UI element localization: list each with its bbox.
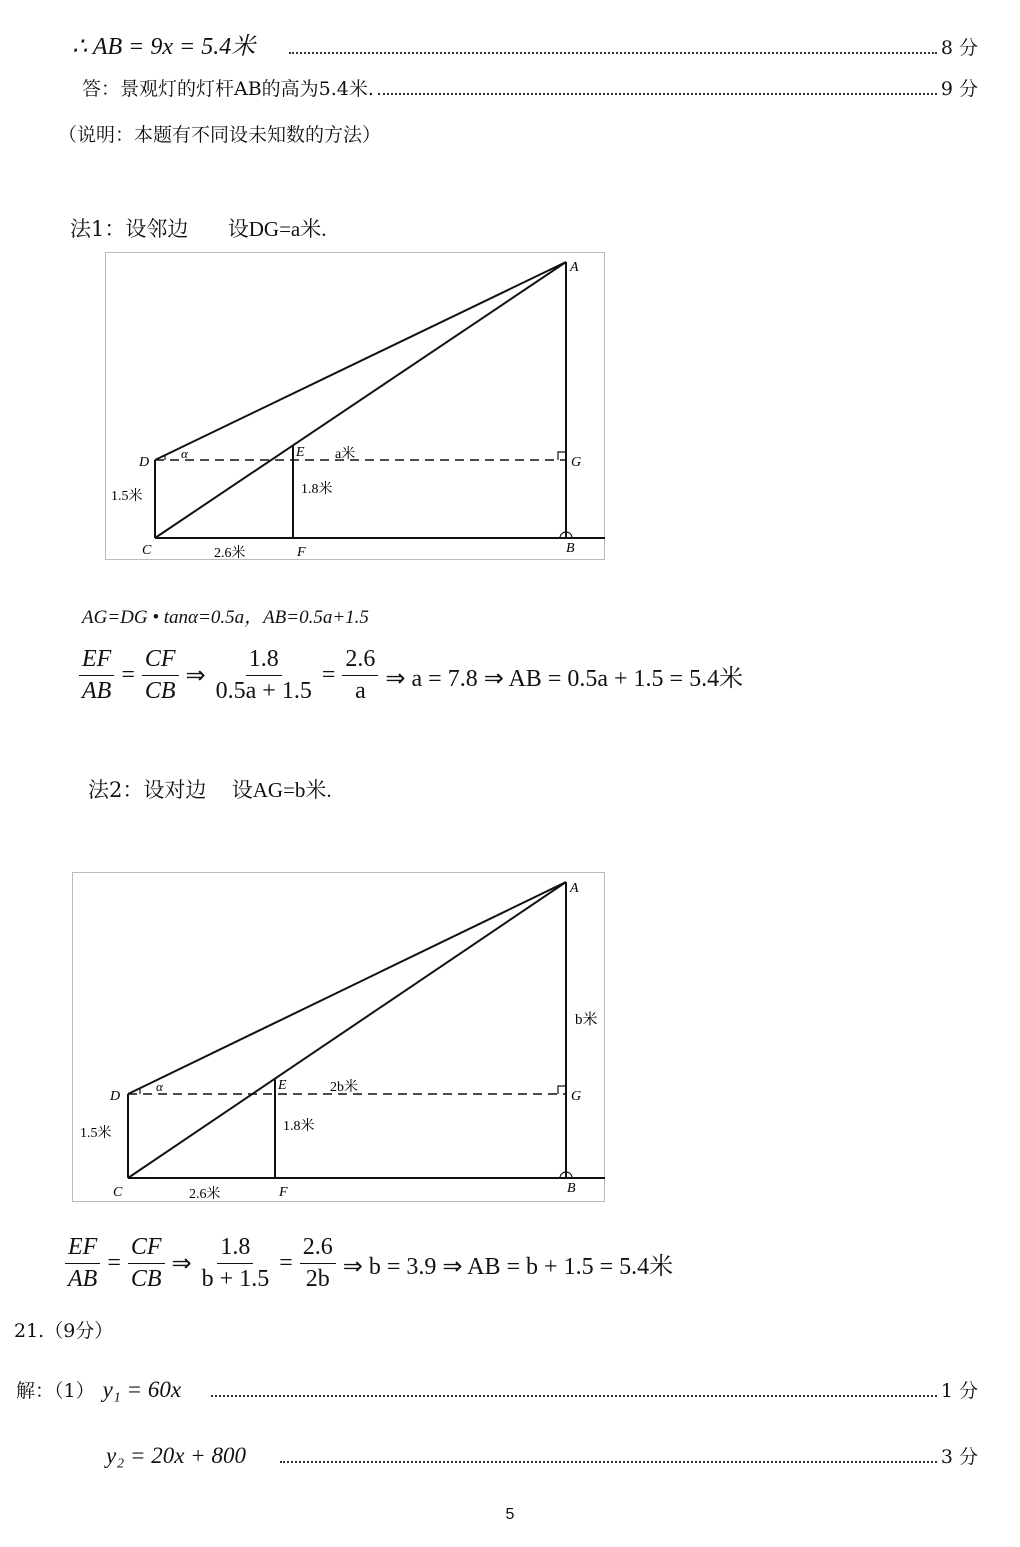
score-label: 9 分 <box>940 78 978 100</box>
method2-result: ⇒ b = 3.9 ⇒ AB = b + 1.5 = 5.4米 <box>342 1254 674 1280</box>
answer-line <box>82 74 978 101</box>
method1-equation: $\frac{EF}{AB}$ = $\frac{CF}{CB}$ ⇒ $\frac{1.8}{0.5a + 1.5}$ = $\frac{2.6}{a}$ ⇒ a = 7.8 ⇒ AB = 0.5a + 1.5 = 5.4米 <box>76 646 743 705</box>
ag-length-label: b米 <box>575 1012 598 1028</box>
fraction-cf-cb: $\frac{CF}{CB}$ <box>128 1234 165 1293</box>
point-a-label: A <box>570 881 579 896</box>
fraction-1-8: $\frac{1.8}{b + 1.5}$ <box>201 1234 270 1292</box>
fraction-ef-ab: $\frac{EF}{AB}$ <box>65 1234 100 1293</box>
point-d-label: D <box>139 455 150 470</box>
alpha-label: α <box>181 446 188 461</box>
q21-y1-line <box>16 1376 978 1403</box>
score-label: 8 分 <box>940 37 978 59</box>
point-f-label: F <box>297 545 306 560</box>
dc-length-label: 1.5米 <box>80 1126 112 1141</box>
fraction-cf-cb: $\frac{CF}{CB}$ <box>142 646 179 705</box>
alpha-label: α <box>156 1079 163 1094</box>
ef-length-label: 1.8米 <box>283 1119 315 1134</box>
point-g-label: G <box>571 1089 582 1104</box>
point-g-label: G <box>571 455 582 470</box>
method1-tan-formula: AG=DG • tanα=0.5a，AB=0.5a+1.5 <box>82 607 369 628</box>
cf-length-label: 2.6米 <box>189 1187 221 1202</box>
method2-title <box>88 774 332 804</box>
q21-y2-line <box>106 1442 978 1469</box>
y1-formula: y₁ = 60x <box>102 1377 182 1402</box>
method1-assumption: 设DG=a米. <box>227 217 327 241</box>
fraction-2-6: $\frac{2.6}{2b}$ <box>300 1234 336 1293</box>
point-b-label: B <box>566 541 575 556</box>
question-21-heading: 21.（9分） <box>14 1320 114 1342</box>
ab-expression: ∴ AB = 9x = 5.4米 <box>72 34 256 60</box>
fraction-1-8: $\frac{1.8}{0.5a + 1.5}$ <box>215 646 312 704</box>
dot-leader <box>289 51 937 54</box>
page-number: 5 <box>505 1506 515 1523</box>
figure-method2 <box>72 872 605 1202</box>
method2-label: 法2：设对边 <box>88 778 207 802</box>
point-c-label: C <box>142 543 152 558</box>
answer-text: 答：景观灯的灯杆AB的高为5.4米. <box>82 78 374 100</box>
point-d-label: D <box>110 1089 121 1104</box>
solution-label: 解：（1） <box>16 1380 95 1402</box>
point-b-label: B <box>567 1181 576 1196</box>
method2-assumption: 设AG=b米. <box>231 778 332 802</box>
point-a-label: A <box>570 260 579 275</box>
cf-length-label: 2.6米 <box>214 546 246 560</box>
point-e-label: E <box>296 445 305 460</box>
dg-length-label: a米 <box>335 447 356 462</box>
score-label: 1 分 <box>940 1380 978 1402</box>
method1-title <box>70 213 327 243</box>
method-note: （说明：本题有不同设未知数的方法） <box>58 124 382 146</box>
figure-method1 <box>105 252 605 560</box>
fraction-2-6: $\frac{2.6}{a}$ <box>342 646 378 705</box>
score-label: 3 分 <box>940 1446 978 1468</box>
method2-equation: $\frac{EF}{AB}$ = $\frac{CF}{CB}$ ⇒ $\frac{1.8}{b + 1.5}$ = $\frac{2.6}{2b}$ ⇒ b = 3.9 ⇒ AB = b + 1.5 = 5.4米 <box>62 1234 673 1293</box>
point-e-label: E <box>278 1078 287 1093</box>
dot-leader <box>211 1394 937 1397</box>
dg-length-label: 2b米 <box>330 1080 358 1095</box>
line-ab-result <box>72 26 978 61</box>
method1-label: 法1：设邻边 <box>70 217 189 241</box>
point-c-label: C <box>113 1185 123 1200</box>
dc-length-label: 1.5米 <box>111 489 143 504</box>
ef-length-label: 1.8米 <box>301 482 333 497</box>
dot-leader <box>378 92 937 95</box>
dot-leader <box>280 1460 937 1463</box>
y2-formula: y₂ = 20x + 800 <box>106 1443 246 1468</box>
method1-result: ⇒ a = 7.8 ⇒ AB = 0.5a + 1.5 = 5.4米 <box>385 666 744 692</box>
point-f-label: F <box>279 1185 288 1200</box>
fraction-ef-ab: $\frac{EF}{AB}$ <box>79 646 114 705</box>
